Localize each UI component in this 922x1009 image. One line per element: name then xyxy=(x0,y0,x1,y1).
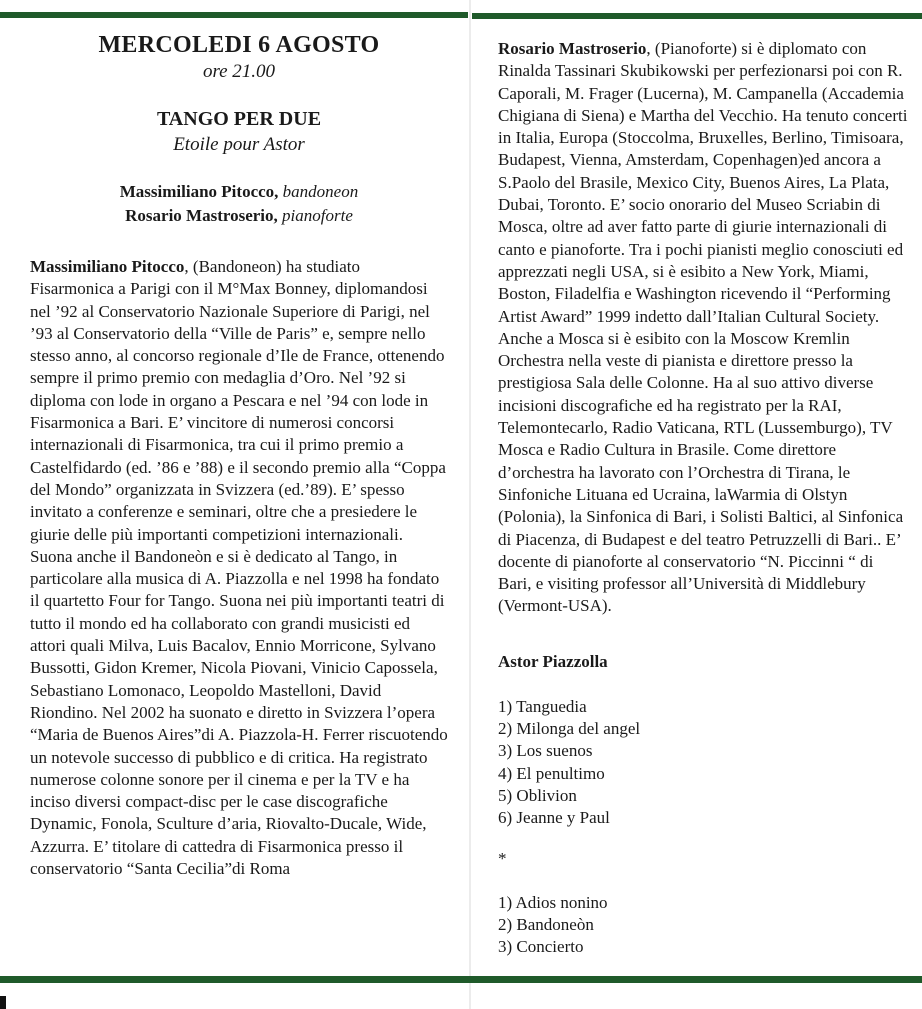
show-title: TANGO PER DUE xyxy=(156,108,322,130)
bio-pitocco xyxy=(30,256,448,880)
scan-corner-mark xyxy=(0,996,6,1009)
right-column xyxy=(498,38,908,958)
program-list-part1 xyxy=(498,696,908,830)
program-item: 6) Jeanne y Paul xyxy=(498,808,610,828)
bio-name: Rosario Mastroserio xyxy=(498,39,647,58)
top-green-bar-right xyxy=(472,13,922,19)
performer-name: Rosario Mastroserio, xyxy=(125,206,278,225)
program-item: 2) Milonga del angel xyxy=(498,719,641,739)
left-column xyxy=(30,30,448,880)
program-item: 4) El penultimo xyxy=(498,763,605,783)
performer-role: bandoneon xyxy=(282,182,359,201)
performer-list xyxy=(30,180,448,228)
program-separator: * xyxy=(498,848,507,868)
performer-name: Massimiliano Pitocco, xyxy=(119,182,279,201)
program-composer: Astor Piazzolla xyxy=(498,651,608,671)
page-fold xyxy=(469,0,471,1009)
program-list-part2 xyxy=(498,892,908,959)
bio-mastroserio xyxy=(498,38,908,618)
program-item: 3) Concierto xyxy=(498,937,584,957)
performer-line xyxy=(30,180,448,204)
event-time: ore 21.00 xyxy=(202,61,276,82)
show-subtitle: Etoile pour Astor xyxy=(173,134,305,155)
program-item: 3) Los suenos xyxy=(498,741,593,761)
bio-name: Massimiliano Pitocco xyxy=(30,257,185,276)
event-date: MERCOLEDI 6 AGOSTO xyxy=(98,32,380,58)
performer-line xyxy=(30,204,448,228)
program-item: 1) Adios nonino xyxy=(498,892,608,912)
bottom-green-bar xyxy=(0,976,922,983)
program-item: 2) Bandoneòn xyxy=(498,914,594,934)
top-green-bar-left xyxy=(0,12,468,18)
program-item: 5) Oblivion xyxy=(498,785,577,805)
bio-text: , (Pianoforte) si è diplomato con Rinalda Tassinari Skubikowski per perfezionarsi poi con R. Caporali, M. Frager (Lucerna), M. Campanella (Accademia Chigiana di Siena) e Martha del Vecchio. Ha tenuto concerti in Italia, Europa (Stoccolma, Bruxelles, Berlino, Timisoara, Budapest, Vienna, Amsterdam, Copenhagen)ed ancora a S.Paolo del Brasile, Mexico City, Buenos Aires, La Plata, Dubai, Toronto. E’ socio onorario del Museo Scriabin di Mosca, oltre ad aver fatto parte di giurie internazionali di canto e pianoforte. Tra i pochi pianisti meglio conosciuti ed apprezzati negli USA, si è esibito a New York, Miami, Boston, Filadelfia e Washington ricevendo il “Performing Artist Award” 1999 indetto dall’Italian Cultural Society. Anche a Mosca si è esibito con la Moscow Kremlin Orchestra nella veste di pianista e direttore presso la prestigiosa Sala delle Colonne. Ha al suo attivo diverse incisioni discografiche ed ha registrato per la RAI, Telemontecarlo, Radio Vaticana, RTL (Lussemburgo), TV Mosca e Radio Cultura in Brasile. Come direttore d’orchestra ha lavorato con l’Orchestra di Tirana, le Sinfoniche Lituana ed Ucraina, laWarmia di Olstyn (Polonia), la Sinfonica di Bari, i Solisti Baltici, al Sinfonica di Piacenza, di Budapest e del teatro Petruzzelli di Bari.. E’ docente di pianoforte al conservatorio “N. Piccinni “ di Bari, e visiting professor all’Università di Middlebury (Vermont-USA). xyxy=(498,39,908,616)
program-item: 1) Tanguedia xyxy=(498,696,587,716)
performer-role: pianoforte xyxy=(282,206,353,225)
bio-text: , (Bandoneon) ha studiato Fisarmonica a Parigi con il M°Max Bonney, diplomandosi nel ’92 al Conservatorio Nazionale Superiore di Parigi, nel ’93 al Conservatorio della “Ville de Paris” e, sempre nello stesso anno, al concorso regionale d’Ile de France, ottenendo sempre il primo premio con medaglia d’Oro. Nel ’92 si diploma con lode in organo a Pescara e nel ’94 con lode in Fisarmonica a Bari. E’ vincitore di numerosi concorsi internazionali di Fisarmonica, tra cui il primo premio a Castelfidardo (ed. ’86 e ’88) e il secondo premio alla “Coppa del Mondo” organizzata in Svizzera (ed.’89). E’ spesso invitato a conferenze e seminari, oltre che a presiedere le giurie delle più importanti competizioni internazionali. Suona anche il Bandoneòn e si è dedicato al Tango, in particolare alla musica di A. Piazzolla e nel 1998 ha fondato il quartetto Four for Tango. Suona nei più importanti teatri di tutto il mondo ed ha collaborato con grandi musicisti ed attori quali Milva, Luis Bacalov, Ennio Morricone, Sylvano Bussotti, Gidon Kremer, Nicola Piovani, Vinicio Capossela, Sebastiano Lomonaco, Leopoldo Mastelloni, David Riondino. Nel 2002 ha suonato e diretto in Svizzera l’opera “Maria de Buenos Aires”di A. Piazzola-H. Ferrer riscuotendo un notevole successo di pubblico e di critica. Ha registrato numerose colonne sonore per il cinema e per la TV e ha inciso diversi compact-disc per le case discografiche Dynamic, Fonola, Sculture d’aria, Riovalto-Ducale, Wide, Azzurra. E’ titolare di cattedra di Fisarmonica presso il conservatorio “Santa Cecilia”di Roma xyxy=(30,257,448,879)
event-header xyxy=(30,30,448,228)
